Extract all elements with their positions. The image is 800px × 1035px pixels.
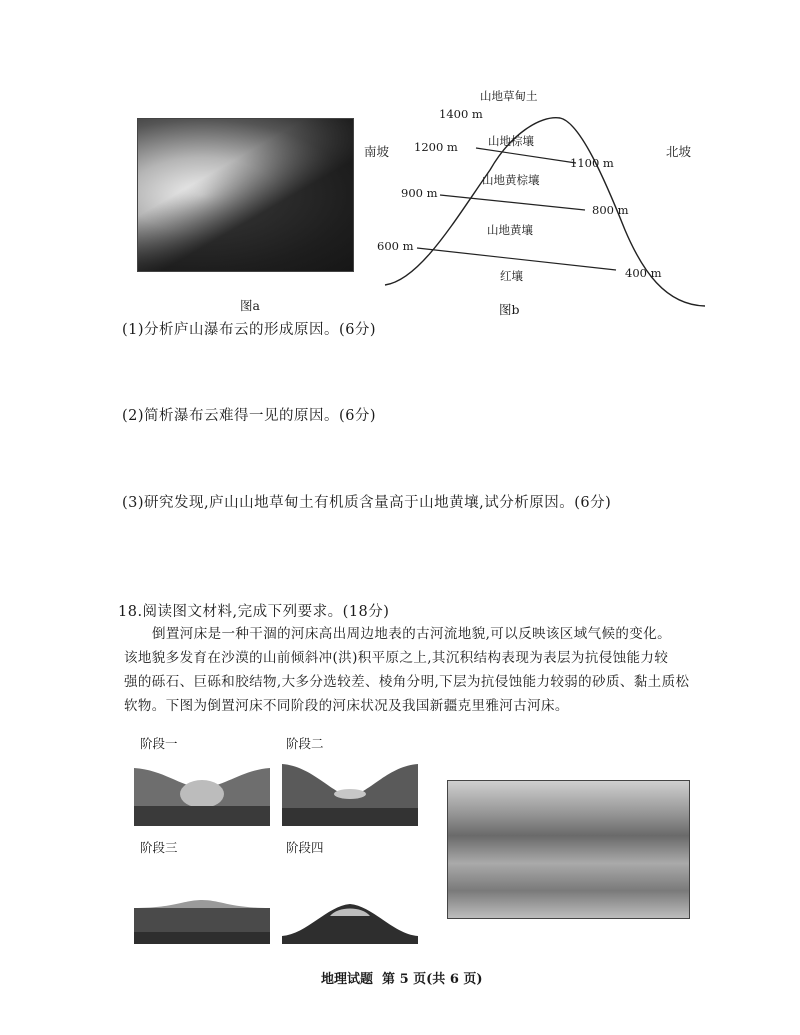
elevation-north-800: 800 m xyxy=(592,203,629,217)
figure-a-caption: 图a xyxy=(240,298,260,313)
zone-label-yellow: 山地黄壤 xyxy=(487,223,533,237)
zone-label-brown: 山地棕壤 xyxy=(488,134,534,148)
question-17-1: (1)分析庐山瀑布云的形成原因。(6分) xyxy=(122,322,377,338)
zone-label-yellow-brown: 山地黄棕壤 xyxy=(482,173,540,187)
boundary-900-800 xyxy=(440,195,585,210)
stage-3-image xyxy=(134,898,270,944)
stage-2-image xyxy=(282,756,418,826)
elevation-south-1400: 1400 m xyxy=(439,107,483,121)
south-slope-label: 南坡 xyxy=(364,144,390,159)
stage-3-label: 阶段三 xyxy=(140,840,178,855)
stage-1-label: 阶段一 xyxy=(140,736,178,751)
q18-paragraph-line-3: 强的砾石、巨砾和胶结物,大多分选较差、棱角分明,下层为抗侵蚀能力较弱的砂质、黏土质松 xyxy=(124,674,690,690)
q18-paragraph-line-4: 软物。下图为倒置河床不同阶段的河床状况及我国新疆克里雅河古河床。 xyxy=(124,698,569,714)
elevation-south-600: 600 m xyxy=(377,239,414,253)
elevation-north-400: 400 m xyxy=(625,266,662,280)
stage-2-label: 阶段二 xyxy=(286,736,324,751)
question-18-heading: 18.阅读图文材料,完成下列要求。(18分) xyxy=(118,604,390,620)
question-17-3: (3)研究发现,庐山山地草甸土有机质含量高于山地黄壤,试分析原因。(6分) xyxy=(122,495,612,511)
figure-b-caption: 图b xyxy=(499,302,520,317)
elevation-north-1100: 1100 m xyxy=(570,156,614,170)
q18-paragraph-line-1: 倒置河床是一种干涸的河床高出周边地表的古河流地貌,可以反映该区域气候的变化。 xyxy=(152,626,671,642)
stage-4-image xyxy=(282,900,418,944)
stage-1-image xyxy=(134,756,270,826)
stage-4-label: 阶段四 xyxy=(286,840,324,855)
boundary-600-400 xyxy=(417,248,616,270)
q18-paragraph-line-2: 该地貌多发育在沙漠的山前倾斜冲(洪)积平原之上,其沉积结构表现为表层为抗侵蚀能力较 xyxy=(124,650,669,666)
zone-label-meadow: 山地草甸土 xyxy=(480,89,538,103)
question-17-2: (2)简析瀑布云难得一见的原因。(6分) xyxy=(122,408,377,424)
figure-a-photo xyxy=(137,118,354,272)
elevation-south-1200: 1200 m xyxy=(414,140,458,154)
elevation-south-900: 900 m xyxy=(401,186,438,200)
keriya-riverbed-photo xyxy=(447,780,690,919)
boundary-1200-1100 xyxy=(476,148,576,163)
zone-label-red: 红壤 xyxy=(500,269,523,283)
page-footer: 地理试题 第 5 页(共 6 页) xyxy=(321,972,483,987)
north-slope-label: 北坡 xyxy=(666,144,692,159)
